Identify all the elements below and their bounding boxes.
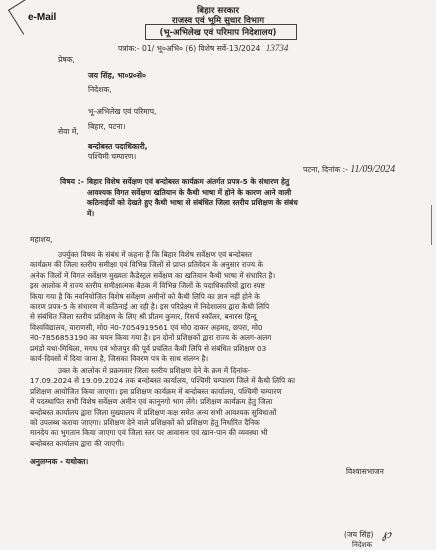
signatory-designation: निदेशक <box>352 540 373 549</box>
paragraph-line: उपर्युक्त विषय के संबंध में कहना है कि बिहार विशेष सर्वेक्षण एवं बन्दोबस्त <box>58 250 252 259</box>
email-stamp: e-Mail <box>28 12 57 23</box>
paragraph-2 <box>30 366 426 449</box>
subject-text <box>87 177 427 219</box>
paragraph-line: किया गया है कि नवनियोजित विशेष सर्वेक्षण अमीनों को कैथी लिपि का ज्ञान नहीं होने के <box>30 291 260 301</box>
paragraph-line: बन्दोबस्त कार्यालय द्वारा जिला मुख्यालय में प्रशिक्षण कक्ष समेत अन्य सभी आवश्यक सुविधाओं <box>30 407 277 417</box>
paragraph-line: से संबंधित जिला स्तरीय प्रशिक्षण के लिए श्री प्रीतम कुमार, रिसर्च स्कॉलर, बनारस हिन्दू <box>30 312 257 322</box>
subject-line: आवश्यक विगत सर्वेक्षण खतियान के कैथी भाषा में होने के कारण आने वाली <box>87 187 292 197</box>
subject-line: कठिनाईयों को देखते हुए कैथी भाषा से संबंधित जिला स्तरीय प्रशिक्षण के संबंध <box>87 198 298 207</box>
paragraph-line: को उपलब्ध कराया जाएगा। प्रशिक्षण देने वाले प्रशिक्षकों को प्रशिक्षण हेतु निर्धारित दैनिक <box>30 418 260 428</box>
paragraph-line: प्रमंडों यथा-मिथिला, मगध एवं भोजपुर की पूर्व प्रचलित कैथी लिपि से संबंधित प्रशिक्षण 03 <box>30 343 267 353</box>
signatory-name: (जय सिंह) <box>344 530 374 539</box>
govt-title: बिहार सरकार <box>196 6 240 16</box>
place-date <box>303 164 395 175</box>
paragraph-line: इस आलोक में राज्य स्तरीय समीक्षात्मक बैठक में विभिन्न जिलों के पदाधिकारियों द्वारा स्पष्ट <box>30 281 265 291</box>
handwritten-date: 11/09/2024 <box>350 164 396 175</box>
signature-scribble: ℘ <box>382 526 392 541</box>
paragraph-line: 17.09.2024 से 19.09.2024 तक बन्दोबस्त कार्यालय, पश्चिमी चम्पारण जिले में कैथी लिपि का <box>30 376 295 386</box>
from-label: प्रेषक, <box>58 55 75 64</box>
to-label: सेवा में, <box>58 127 79 136</box>
paragraph-line: अनेक जिलों में विगत सर्वेक्षण मुख्यतः कैडेस्ट्रल सर्वेक्षण का खतियान कैथी भाषा में संधारित है। <box>30 270 276 280</box>
paragraph-line: कार्यक्रम की जिला स्तरीय समीक्षा एवं विभिन्न जिलों से प्राप्त प्रतिवेदन के अनुसार राज्य के <box>30 260 264 270</box>
salutation: महाशय, <box>30 235 53 244</box>
sender-place: बिहार, पटना। <box>88 122 126 131</box>
reference-handwritten: 13734 <box>265 43 289 53</box>
subject-line: बिहार विशेष सर्वेक्षण एवं बन्दोबस्त कार्यक्रम अंतर्गत प्रपत्र-5 के संधारण हेतु <box>87 177 290 186</box>
department-title: राजस्व एवं भूमि सुधार विभाग <box>171 16 265 26</box>
paragraph-line: बन्दोबस्त कार्यालय द्वारा की जाएगी। <box>30 438 124 448</box>
recipient-designation: बन्दोबस्त पदाधिकारी, <box>88 142 148 151</box>
directorate-title: (भू-अभिलेख एवं परिमाप निदेशालय) <box>159 28 277 38</box>
paragraph-line: उक्त के आलोक में प्रक्रमवार जिला स्तरीय प्रशिक्षण देने के क्रम में दिनांक- <box>58 366 251 375</box>
yours-faithfully: विश्वासभाजन <box>346 467 384 476</box>
margin-mark <box>428 205 432 245</box>
recipient-office: पश्चिमी चम्पारण। <box>88 152 137 161</box>
reference-prefix: पत्रांक:- 01/ भू०अभि० (6) विशेष सर्वे-13/2024 <box>118 44 261 53</box>
sender-office: भू-अभिलेख एवं परिमाप, <box>88 107 157 116</box>
paragraph-line: में पदस्थापित सभी विशेष सर्वेक्षण अमीन एवं कानूनगो भाग लेंगे। प्रशिक्षण कार्यक्रम हेतु जिला <box>30 397 273 407</box>
enclosure: अनुलग्नक - यथोक्त। <box>30 457 89 466</box>
paragraph-line: नं0-7856853190 का चयन किया गया है। इन दोनों प्रशिक्षकों द्वारा राज्य के अलग-अलग <box>30 333 272 343</box>
paragraph-line: कार्य-दिवसों में दिया जाना है, जिसका विवरण पत्र के साथ संलग्न है। <box>30 354 209 364</box>
sender-designation: निदेशक, <box>88 85 112 94</box>
paragraph-line: कारण प्रपत्र-5 के संधारण में कठिनाई आ रही है। इस परिप्रेक्ष्य में निदेशालय द्वारा कैथी लिपि <box>30 302 270 312</box>
paragraph-line: प्रशिक्षण आयोजित किया जाएगा। इस प्रशिक्षण कार्यक्रम में बन्दोबस्त कार्यालय, पश्चिमी चम्पारण <box>30 386 282 396</box>
reference-number <box>118 43 288 54</box>
sender-name: जय सिंह, भा०प्र०से० <box>88 71 146 80</box>
paragraph-line: मानदेय का भुगतान किया जाएगा एवं जिला स्तर पर आवासन एवं खान-पान की व्यवस्था भी <box>30 428 268 438</box>
paragraph-line: विश्वविद्यालय, वाराणसी, मो0 नं0-7054919561 एवं मो0 दाकर अहमद, छपरा, मो0 <box>30 322 263 332</box>
place-date-label: पटना, दिनांक :- <box>303 165 348 174</box>
paragraph-1 <box>30 250 426 364</box>
subject-label: विषय :- <box>60 177 84 186</box>
subject-line: में। <box>87 208 95 218</box>
